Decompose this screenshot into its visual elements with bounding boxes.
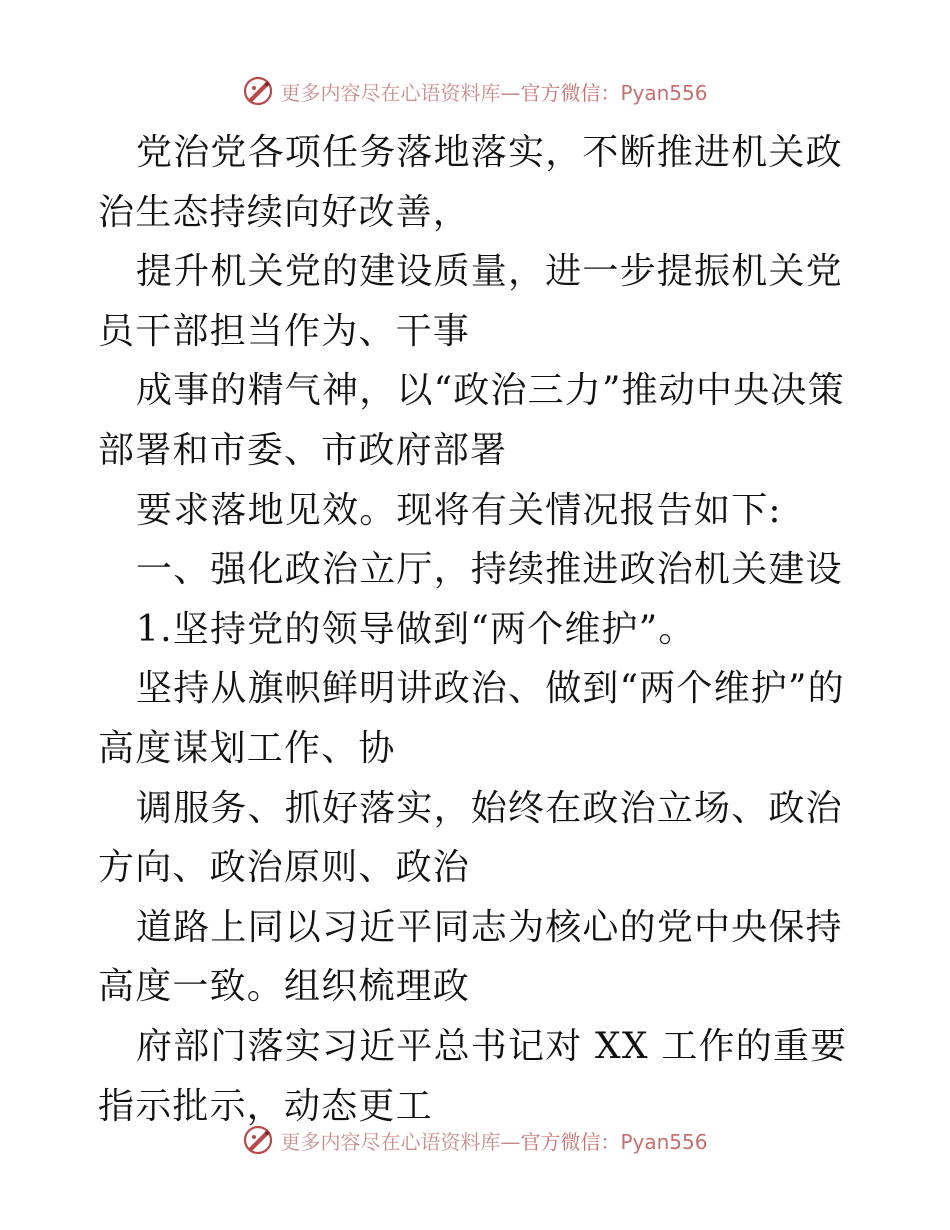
paragraph: 要求落地见效。现将有关情况报告如下: xyxy=(136,489,782,531)
watermark-wechat-text: 官方微信：Pyan556 xyxy=(520,1129,708,1154)
paragraph: 提升机关党的建设质量，进一步提振机关党员干部担当作为、干事 xyxy=(98,251,843,352)
section-heading: 一、强化政治立厅，持续推进政治机关建设 xyxy=(136,549,843,591)
document-body xyxy=(98,123,858,1136)
paragraph: 调服务、抓好落实，始终在政治立场、政治方向、政治原则、政治 xyxy=(98,787,843,889)
paragraph: 坚持从旗帜鲜明讲政治、做到“两个维护”的高度谋划工作、协 xyxy=(98,668,845,769)
paragraph: 党治党各项任务落地落实，不断推进机关政治生态持续向好改善， xyxy=(98,132,843,233)
watermark-wechat-text: 官方微信：Pyan556 xyxy=(520,80,708,105)
watermark-main-text: 更多内容尽在心语资料库— xyxy=(280,1129,521,1154)
pen-logo-icon xyxy=(242,1124,274,1156)
paragraph: 道路上同以习近平同志为核心的党中央保持高度一致。组织梳理政 xyxy=(98,906,843,1008)
paragraph: 成事的精气神，以“政治三力”推动中央决策部署和市委、市政府部署 xyxy=(98,370,845,471)
watermark-footer xyxy=(0,1120,950,1160)
watermark-header xyxy=(0,71,950,111)
paragraph: 府部门落实习近平总书记对 XX 工作的重要指示批示，动态更工 xyxy=(98,1025,848,1127)
subsection-heading: 1.坚持党的领导做到“两个维护”。 xyxy=(136,608,696,650)
watermark-main-text: 更多内容尽在心语资料库— xyxy=(280,80,521,105)
pen-logo-icon xyxy=(242,75,274,107)
